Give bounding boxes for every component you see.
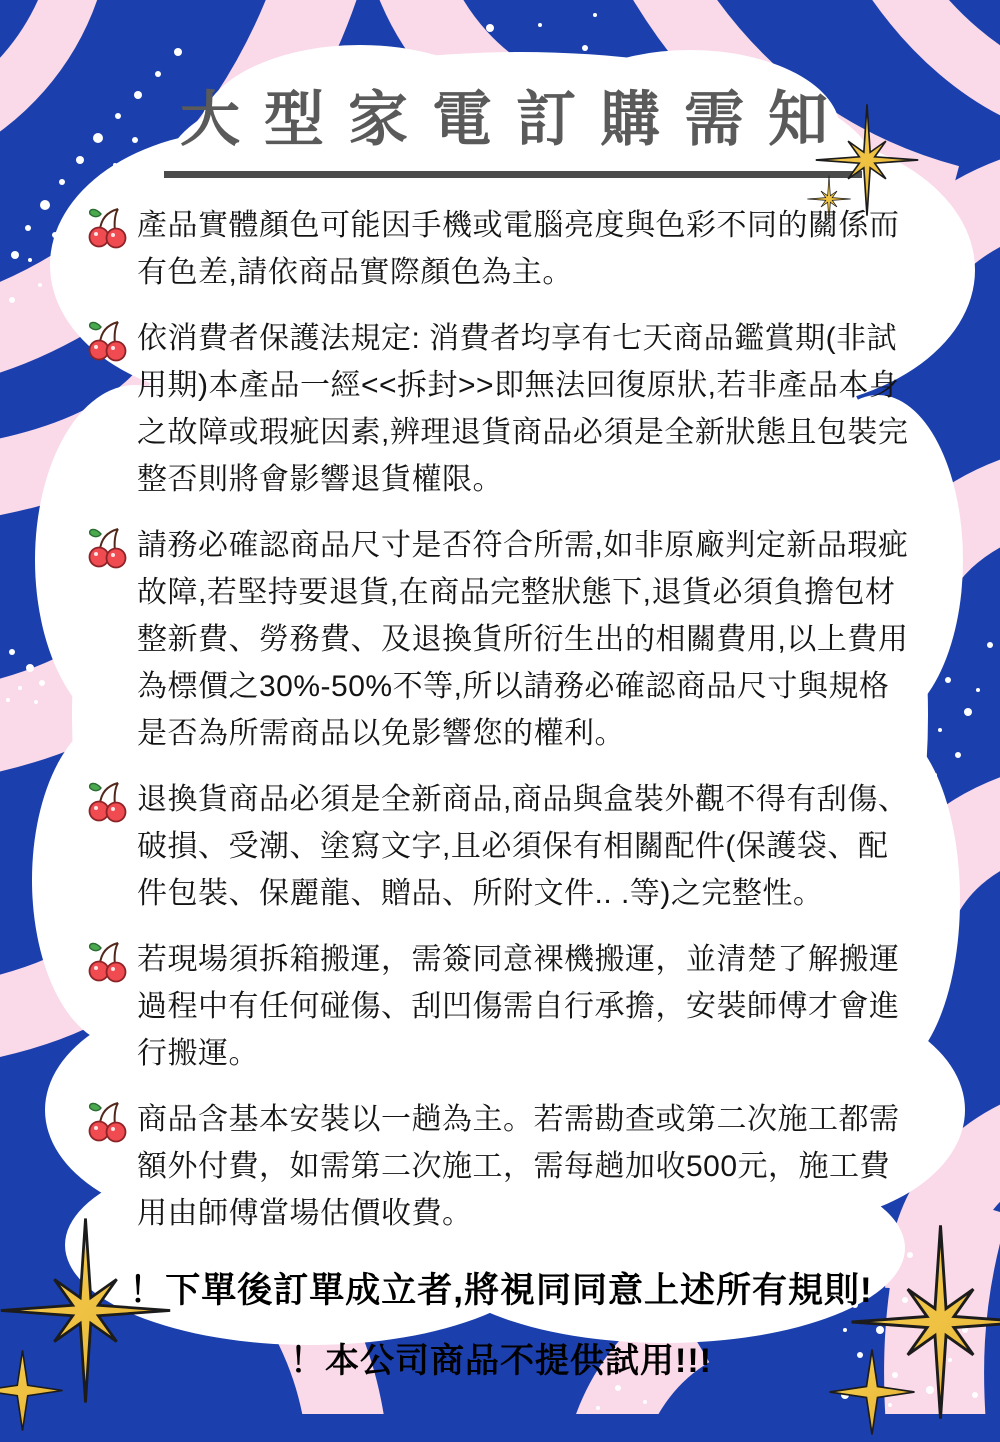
cherries-icon xyxy=(88,776,130,917)
title-wrap xyxy=(88,72,914,178)
notice-text: 商品含基本安裝以一趟為主。若需勘查或第二次施工都需額外付費，如需第二次施工，需每趟加收500元，施工費用由師傅當場估價收費。 xyxy=(137,1103,900,1230)
notice-text: 若現場須拆箱搬運，需簽同意裸機搬運，並清楚了解搬運過程中有任何碰傷、刮凹傷需自行承擔，安裝師傅才會進行搬運。 xyxy=(137,943,900,1070)
notice-text: 產品實體顏色可能因手機或電腦亮度與色彩不同的關係而有色差,請依商品實際顏色為主。 xyxy=(137,209,900,289)
list-item xyxy=(88,202,914,296)
list-item xyxy=(88,522,914,757)
sparkle-star-icon xyxy=(0,1348,65,1433)
list-item xyxy=(88,315,914,503)
cherries-icon xyxy=(88,936,130,1077)
cherries-icon xyxy=(88,315,130,503)
cherries-icon xyxy=(88,1096,130,1237)
cherries-icon xyxy=(88,522,130,757)
footer-warning xyxy=(88,1263,914,1382)
notice-text: 依消費者保護法規定: 消費者均享有七天商品鑑賞期(非試用期)本產品一經<<拆封>>即無法回復原狀,若非產品本身之故障或瑕疵因素,辨理退貨商品必須是全新狀態且包裝完整否則將會影響退貨權限。 xyxy=(137,322,909,496)
notice-text: 退換貨商品必須是全新商品,商品與盒裝外觀不得有刮傷、破損、受潮、塗寫文字,且必須保有相關配件(保護袋、配件包裝、保麗龍、贈品、所附文件.. .等)之完整性。 xyxy=(137,783,909,910)
cherries-icon xyxy=(88,202,130,296)
page-title: 大型家電訂購需知 xyxy=(164,72,862,178)
list-item xyxy=(88,936,914,1077)
notice-text: 請務必確認商品尺寸是否符合所需,如非原廠判定新品瑕疵故障,若堅持要退貨,在商品完整狀態下,退貨必須負擔包材整新費、勞務費、及退換貨所衍生出的相關費用,以上費用為標價之30%-50%不等,所以請務必確認商品尺寸與規格是否為所需商品以免影響您的權利。 xyxy=(137,529,909,750)
list-item xyxy=(88,1096,914,1237)
notice-content xyxy=(88,72,914,1382)
list-item xyxy=(88,776,914,917)
footer-warning-line2: ！本公司商品不提供試用!!! xyxy=(290,1342,712,1380)
footer-warning-line1: ！下單後訂單成立者,將視同同意上述所有規則! xyxy=(129,1271,873,1310)
